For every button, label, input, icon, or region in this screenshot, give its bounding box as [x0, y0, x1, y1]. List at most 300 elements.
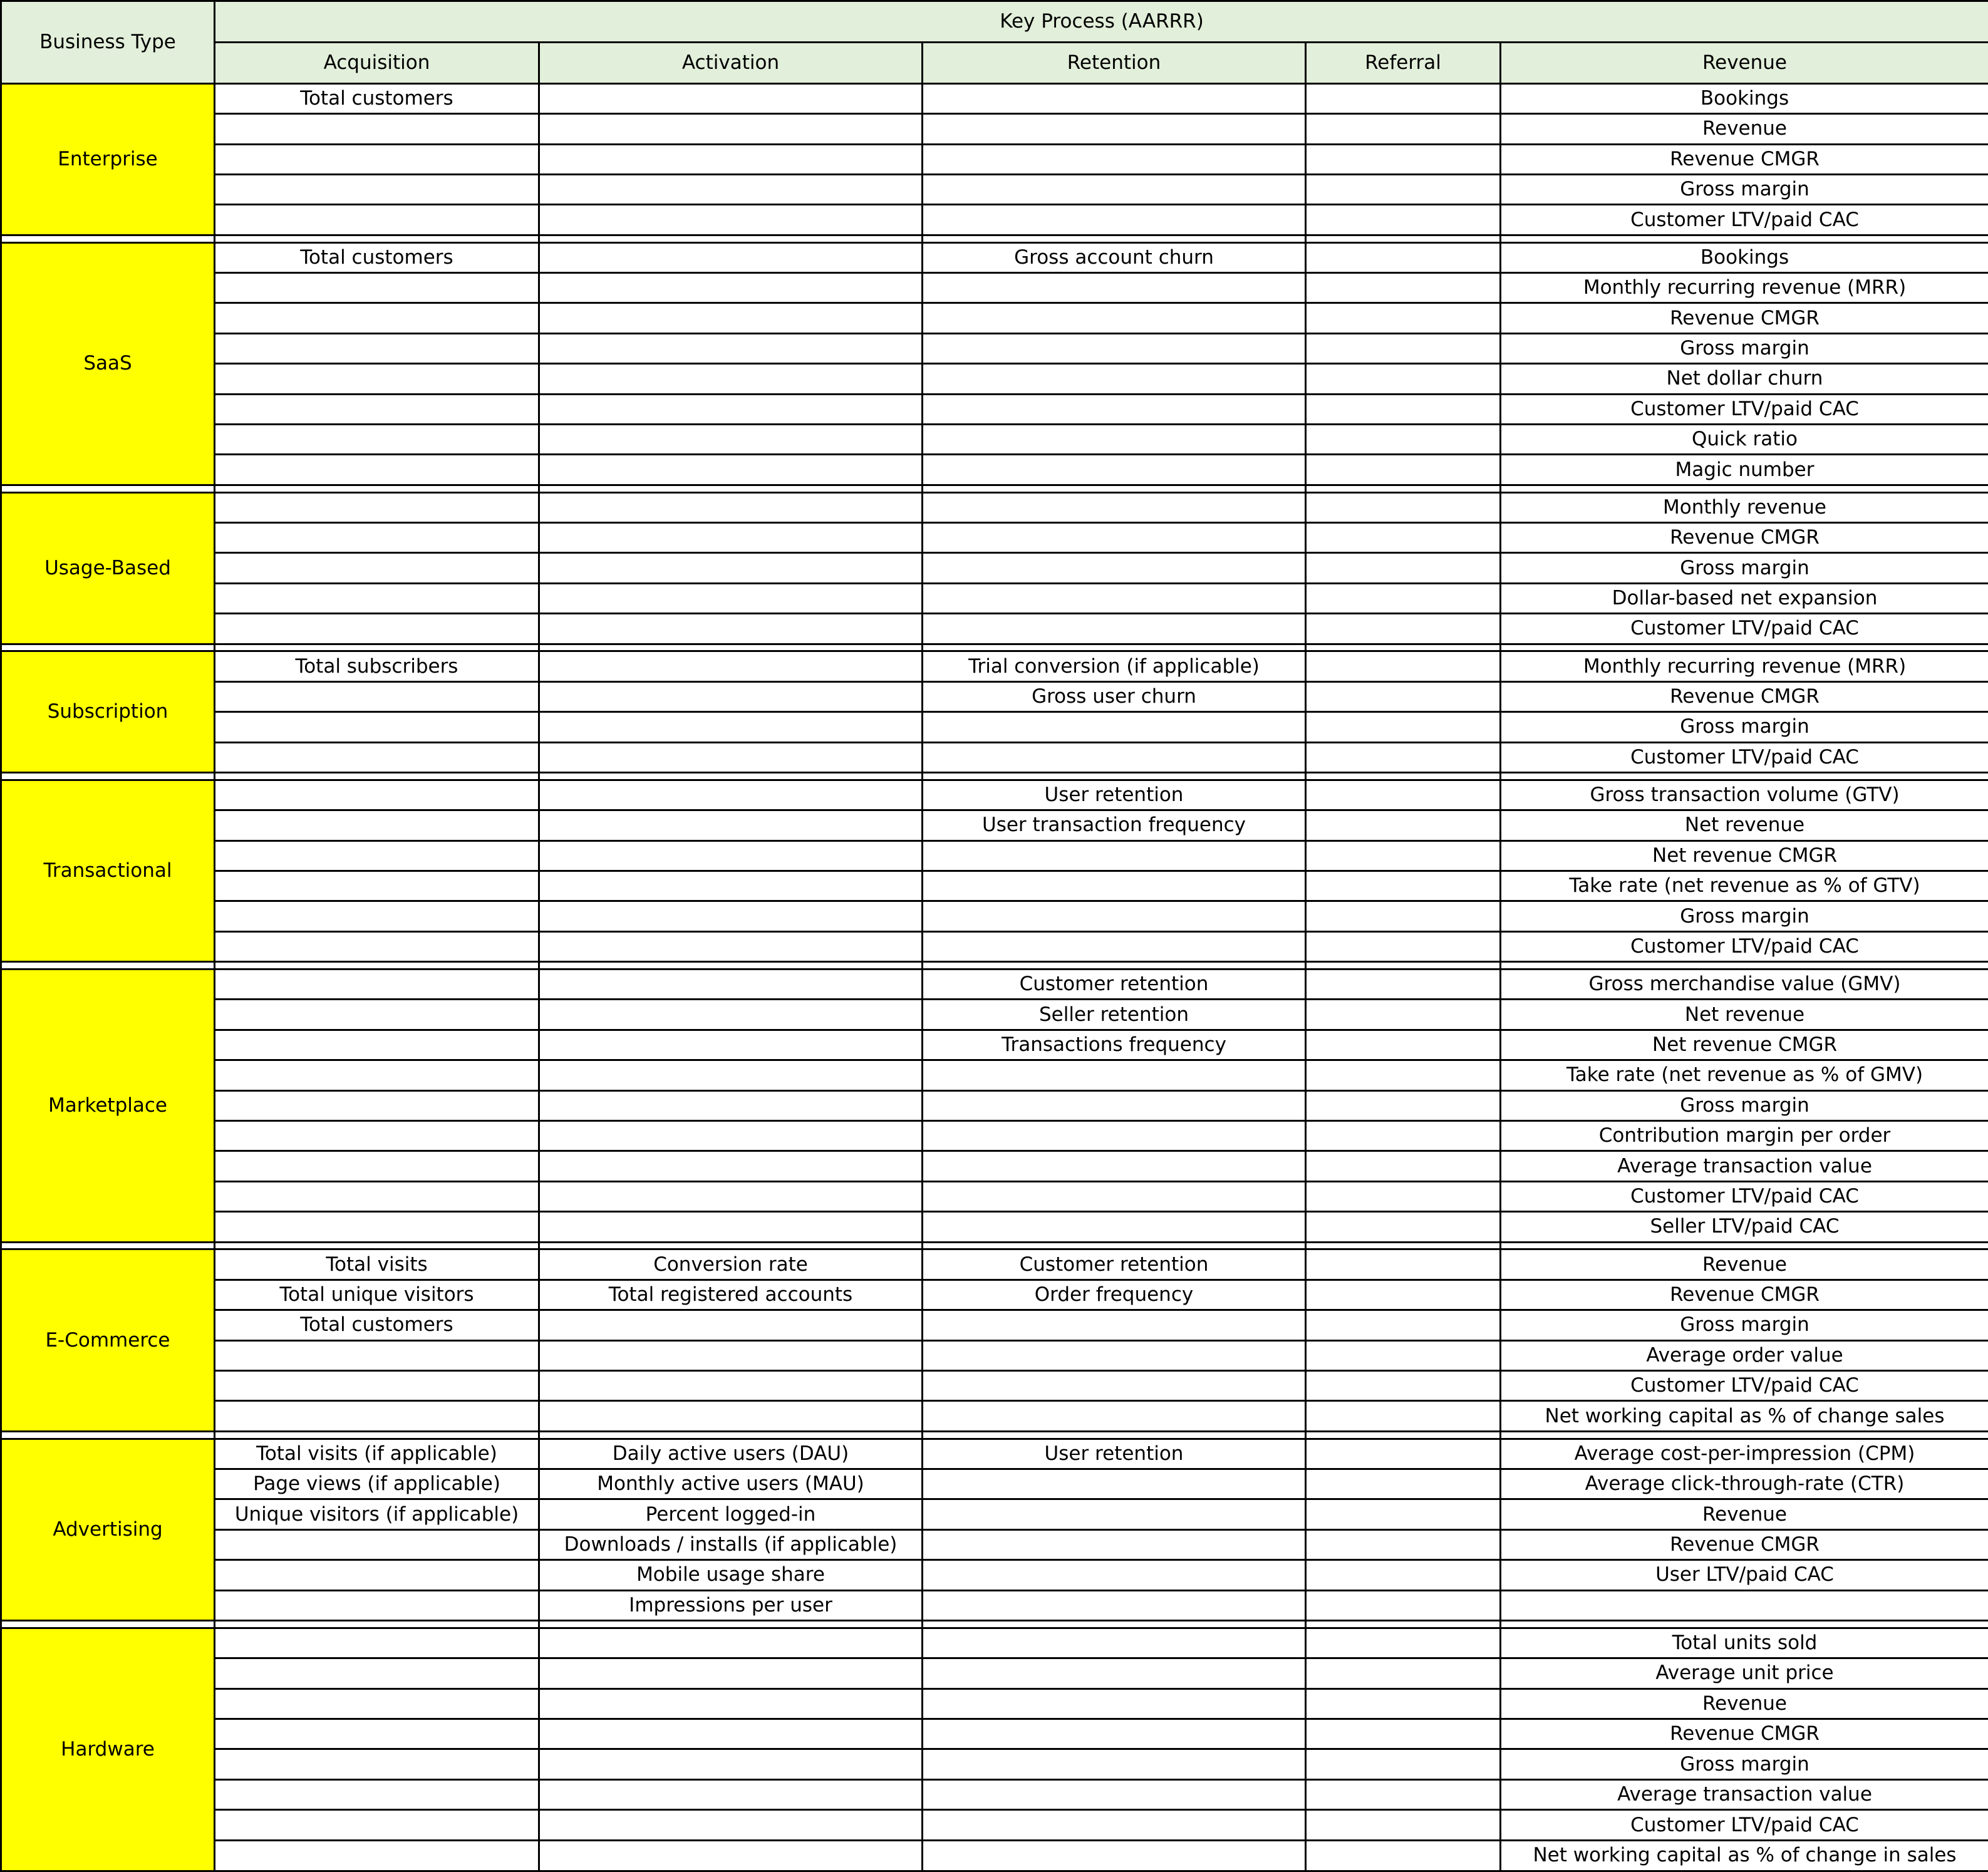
- metric-cell-referral: [1306, 1280, 1501, 1310]
- table-row: [1, 1688, 1988, 1719]
- metric-cell-revenue: Revenue CMGR: [1501, 1719, 1988, 1749]
- metric-cell-retention: [923, 712, 1306, 742]
- separator-cell: [215, 1621, 539, 1628]
- separator-cell: [1306, 1431, 1501, 1439]
- metric-cell-referral: [1306, 1840, 1501, 1871]
- business-type-cell: SaaS: [1, 242, 215, 485]
- metric-cell-revenue: Average order value: [1501, 1340, 1988, 1370]
- metric-cell-revenue: Dollar-based net expansion: [1501, 583, 1988, 613]
- metric-cell-referral: [1306, 1401, 1501, 1431]
- table-row: [1, 1628, 1988, 1658]
- metric-cell-activation: [539, 1181, 923, 1211]
- separator-cell: [1306, 962, 1501, 970]
- group-separator: [1, 1431, 1988, 1439]
- table-row: [1, 1469, 1988, 1499]
- table-row: [1, 174, 1988, 204]
- metric-cell-activation: [539, 1371, 923, 1401]
- metric-cell-referral: [1306, 242, 1501, 272]
- metric-cell-retention: Seller retention: [923, 1000, 1306, 1030]
- metric-cell-activation: [539, 651, 923, 681]
- metric-cell-acquisition: [215, 1000, 539, 1030]
- metric-cell-retention: [923, 871, 1306, 901]
- metric-cell-referral: [1306, 522, 1501, 552]
- metric-cell-acquisition: [215, 522, 539, 552]
- metric-cell-retention: [923, 522, 1306, 552]
- separator-cell: [1501, 644, 1988, 651]
- separator-cell: [923, 644, 1306, 651]
- metric-cell-revenue: Customer LTV/paid CAC: [1501, 742, 1988, 772]
- table-row: [1, 780, 1988, 810]
- metric-cell-activation: [539, 455, 923, 485]
- separator-cell: [923, 235, 1306, 242]
- metric-cell-retention: [923, 1181, 1306, 1211]
- metric-cell-acquisition: [215, 1340, 539, 1370]
- metric-cell-revenue: Net revenue CMGR: [1501, 1030, 1988, 1060]
- metric-cell-activation: [539, 1030, 923, 1060]
- metric-cell-revenue: Net revenue: [1501, 810, 1988, 840]
- metric-cell-retention: Gross user churn: [923, 681, 1306, 711]
- metric-cell-referral: [1306, 712, 1501, 742]
- metric-cell-activation: Daily active users (DAU): [539, 1439, 923, 1469]
- business-type-cell: Usage-Based: [1, 492, 215, 644]
- metric-cell-activation: [539, 1121, 923, 1151]
- metric-cell-activation: [539, 1212, 923, 1242]
- table-row: [1, 1060, 1988, 1090]
- group-separator: [1, 1621, 1988, 1628]
- metric-cell-retention: Gross account churn: [923, 242, 1306, 272]
- table-row: [1, 1371, 1988, 1401]
- metric-cell-referral: [1306, 205, 1501, 235]
- table-row: [1, 1719, 1988, 1749]
- metric-cell-referral: [1306, 1628, 1501, 1658]
- metric-cell-activation: [539, 901, 923, 931]
- metric-cell-retention: [923, 1469, 1306, 1499]
- separator-cell: [539, 1431, 923, 1439]
- metric-cell-retention: [923, 1560, 1306, 1590]
- separator-cell: [1306, 1242, 1501, 1249]
- table-row: [1, 1121, 1988, 1151]
- metric-cell-referral: [1306, 1060, 1501, 1090]
- metric-cell-referral: [1306, 1499, 1501, 1529]
- table-row: [1, 425, 1988, 455]
- table-row: [1, 1779, 1988, 1809]
- metric-cell-referral: [1306, 1371, 1501, 1401]
- metric-cell-acquisition: [215, 205, 539, 235]
- separator-cell: [539, 644, 923, 651]
- business-type-cell: Subscription: [1, 651, 215, 773]
- metric-cell-referral: [1306, 1560, 1501, 1590]
- separator-cell: [539, 1242, 923, 1249]
- metric-cell-activation: [539, 1340, 923, 1370]
- metric-cell-acquisition: [215, 840, 539, 871]
- metric-cell-acquisition: [215, 455, 539, 485]
- metric-cell-activation: [539, 931, 923, 961]
- metric-cell-revenue: Revenue CMGR: [1501, 1280, 1988, 1310]
- metric-cell-revenue: Revenue CMGR: [1501, 681, 1988, 711]
- metric-cell-revenue: Gross margin: [1501, 1310, 1988, 1340]
- metric-cell-acquisition: [215, 1590, 539, 1620]
- metric-cell-retention: [923, 83, 1306, 113]
- metric-cell-revenue: Revenue CMGR: [1501, 522, 1988, 552]
- separator-cell: [215, 962, 539, 970]
- stage-header-acquisition: Acquisition: [215, 42, 539, 83]
- metric-cell-revenue: Average click-through-rate (CTR): [1501, 1469, 1988, 1499]
- metric-cell-revenue: Gross transaction volume (GTV): [1501, 780, 1988, 810]
- metric-cell-retention: [923, 333, 1306, 363]
- metric-cell-activation: [539, 1060, 923, 1090]
- metric-cell-referral: [1306, 614, 1501, 644]
- table-row: [1, 303, 1988, 333]
- metric-cell-retention: [923, 144, 1306, 174]
- metric-cell-retention: [923, 553, 1306, 583]
- metric-cell-revenue: Bookings: [1501, 83, 1988, 113]
- metric-cell-acquisition: [215, 931, 539, 961]
- separator-cell: [923, 1431, 1306, 1439]
- metric-cell-activation: [539, 522, 923, 552]
- metric-cell-acquisition: Total subscribers: [215, 651, 539, 681]
- separator-cell: [1, 1242, 215, 1249]
- key-process-header: Key Process (AARRR): [215, 1, 1988, 43]
- separator-cell: [1306, 485, 1501, 492]
- table-row: [1, 364, 1988, 394]
- metric-cell-retention: [923, 1090, 1306, 1120]
- metric-cell-revenue: Net revenue CMGR: [1501, 840, 1988, 871]
- metric-cell-revenue: Gross margin: [1501, 333, 1988, 363]
- metric-cell-activation: [539, 1719, 923, 1749]
- metric-cell-revenue: Gross margin: [1501, 1090, 1988, 1120]
- table-row: [1, 1280, 1988, 1310]
- metric-cell-revenue: Net dollar churn: [1501, 364, 1988, 394]
- table-row: [1, 83, 1988, 113]
- table-row: [1, 394, 1988, 424]
- metric-cell-activation: [539, 1628, 923, 1658]
- metric-cell-retention: [923, 1749, 1306, 1779]
- metric-cell-revenue: Net working capital as % of change sales: [1501, 1401, 1988, 1431]
- separator-cell: [215, 773, 539, 780]
- table-row: [1, 1529, 1988, 1559]
- metric-cell-retention: [923, 1719, 1306, 1749]
- separator-cell: [215, 1431, 539, 1439]
- metric-cell-acquisition: [215, 492, 539, 522]
- metric-cell-acquisition: [215, 114, 539, 144]
- metric-cell-revenue: User LTV/paid CAC: [1501, 1560, 1988, 1590]
- metric-cell-revenue: Average transaction value: [1501, 1151, 1988, 1181]
- table-row: [1, 840, 1988, 871]
- metric-cell-acquisition: Total customers: [215, 83, 539, 113]
- metric-cell-referral: [1306, 425, 1501, 455]
- metric-cell-referral: [1306, 1719, 1501, 1749]
- metric-cell-acquisition: [215, 1658, 539, 1688]
- metric-cell-acquisition: [215, 425, 539, 455]
- separator-cell: [215, 644, 539, 651]
- metric-cell-revenue: Bookings: [1501, 242, 1988, 272]
- table-row: [1, 333, 1988, 363]
- metric-cell-revenue: Customer LTV/paid CAC: [1501, 1181, 1988, 1211]
- metric-cell-revenue: Customer LTV/paid CAC: [1501, 1371, 1988, 1401]
- table-row: [1, 1000, 1988, 1030]
- metric-cell-revenue: Revenue: [1501, 114, 1988, 144]
- metric-cell-revenue: Monthly recurring revenue (MRR): [1501, 272, 1988, 303]
- table-row: [1, 1658, 1988, 1688]
- metric-cell-activation: [539, 394, 923, 424]
- metric-cell-referral: [1306, 144, 1501, 174]
- metric-cell-activation: [539, 1779, 923, 1809]
- table-row: [1, 1499, 1988, 1529]
- metric-cell-activation: [539, 174, 923, 204]
- separator-cell: [215, 485, 539, 492]
- table-row: [1, 681, 1988, 711]
- group-separator: [1, 644, 1988, 651]
- metric-cell-acquisition: [215, 1560, 539, 1590]
- metric-cell-referral: [1306, 553, 1501, 583]
- metric-cell-revenue: Average cost-per-impression (CPM): [1501, 1439, 1988, 1469]
- metric-cell-referral: [1306, 871, 1501, 901]
- metric-cell-referral: [1306, 1779, 1501, 1809]
- metric-cell-activation: [539, 553, 923, 583]
- metric-cell-revenue: Gross merchandise value (GMV): [1501, 969, 1988, 999]
- metric-cell-acquisition: [215, 1810, 539, 1840]
- group-separator: [1, 1242, 1988, 1249]
- metric-cell-revenue: Customer LTV/paid CAC: [1501, 1810, 1988, 1840]
- metric-cell-retention: [923, 583, 1306, 613]
- metric-cell-activation: [539, 425, 923, 455]
- metric-cell-activation: Total registered accounts: [539, 1280, 923, 1310]
- metric-cell-referral: [1306, 1469, 1501, 1499]
- metric-cell-revenue: Quick ratio: [1501, 425, 1988, 455]
- metric-cell-referral: [1306, 1749, 1501, 1779]
- metric-cell-revenue: Customer LTV/paid CAC: [1501, 205, 1988, 235]
- metric-cell-activation: [539, 614, 923, 644]
- business-type-cell: E-Commerce: [1, 1249, 215, 1432]
- metric-cell-acquisition: [215, 1840, 539, 1871]
- separator-cell: [923, 962, 1306, 970]
- business-type-header: Business Type: [1, 1, 215, 84]
- table-row: [1, 583, 1988, 613]
- metric-cell-revenue: Contribution margin per order: [1501, 1121, 1988, 1151]
- metric-cell-acquisition: [215, 583, 539, 613]
- table-row: [1, 1030, 1988, 1060]
- metric-cell-retention: [923, 364, 1306, 394]
- metric-cell-retention: [923, 1628, 1306, 1658]
- metric-cell-referral: [1306, 303, 1501, 333]
- metric-cell-referral: [1306, 1000, 1501, 1030]
- metric-cell-retention: [923, 840, 1306, 871]
- table-row: [1, 1249, 1988, 1280]
- metric-cell-referral: [1306, 1151, 1501, 1181]
- metric-cell-activation: [539, 583, 923, 613]
- metric-cell-activation: [539, 1688, 923, 1719]
- metric-cell-activation: [539, 742, 923, 772]
- separator-cell: [923, 485, 1306, 492]
- metric-cell-referral: [1306, 1658, 1501, 1688]
- metric-cell-acquisition: Total customers: [215, 1310, 539, 1340]
- metric-cell-acquisition: [215, 810, 539, 840]
- metric-cell-acquisition: [215, 1060, 539, 1090]
- table-row: [1, 901, 1988, 931]
- business-type-cell: Advertising: [1, 1439, 215, 1621]
- metric-cell-activation: [539, 712, 923, 742]
- stage-header-referral: Referral: [1306, 42, 1501, 83]
- metric-cell-referral: [1306, 394, 1501, 424]
- metric-cell-activation: [539, 1658, 923, 1688]
- table-row: [1, 614, 1988, 644]
- table-row: [1, 553, 1988, 583]
- metric-cell-retention: [923, 1212, 1306, 1242]
- metric-cell-retention: [923, 1151, 1306, 1181]
- metric-cell-acquisition: [215, 144, 539, 174]
- metric-cell-revenue: Gross margin: [1501, 1749, 1988, 1779]
- metric-cell-referral: [1306, 114, 1501, 144]
- metric-cell-acquisition: [215, 1181, 539, 1211]
- metric-cell-activation: [539, 364, 923, 394]
- metric-cell-referral: [1306, 1439, 1501, 1469]
- separator-cell: [1, 1431, 215, 1439]
- separator-cell: [539, 1621, 923, 1628]
- metric-cell-acquisition: [215, 871, 539, 901]
- metric-cell-revenue: Customer LTV/paid CAC: [1501, 931, 1988, 961]
- metric-cell-retention: [923, 272, 1306, 303]
- metric-cell-retention: [923, 303, 1306, 333]
- metric-cell-revenue: Total units sold: [1501, 1628, 1988, 1658]
- separator-cell: [1501, 962, 1988, 970]
- separator-cell: [539, 962, 923, 970]
- metric-cell-revenue: Revenue: [1501, 1499, 1988, 1529]
- metric-cell-referral: [1306, 742, 1501, 772]
- metric-cell-activation: [539, 840, 923, 871]
- metric-cell-retention: [923, 901, 1306, 931]
- metric-cell-acquisition: Total visits (if applicable): [215, 1439, 539, 1469]
- metric-cell-revenue: Revenue CMGR: [1501, 1529, 1988, 1559]
- separator-cell: [1501, 1621, 1988, 1628]
- metric-cell-acquisition: [215, 553, 539, 583]
- metric-cell-activation: Percent logged-in: [539, 1499, 923, 1529]
- metric-cell-retention: [923, 1810, 1306, 1840]
- table-row: [1, 969, 1988, 999]
- table-row: [1, 114, 1988, 144]
- metric-cell-acquisition: [215, 780, 539, 810]
- metric-cell-retention: User transaction frequency: [923, 810, 1306, 840]
- metric-cell-revenue: Net working capital as % of change in sales: [1501, 1840, 1988, 1871]
- metric-cell-retention: [923, 174, 1306, 204]
- table-row: [1, 242, 1988, 272]
- metric-cell-referral: [1306, 83, 1501, 113]
- metric-cell-revenue: Gross margin: [1501, 712, 1988, 742]
- metric-cell-retention: [923, 1590, 1306, 1620]
- stage-header-revenue: Revenue: [1501, 42, 1988, 83]
- metric-cell-activation: [539, 969, 923, 999]
- metric-cell-referral: [1306, 1688, 1501, 1719]
- metric-cell-activation: [539, 1000, 923, 1030]
- metric-cell-referral: [1306, 840, 1501, 871]
- metric-cell-referral: [1306, 1121, 1501, 1151]
- separator-cell: [923, 773, 1306, 780]
- metric-cell-retention: Customer retention: [923, 1249, 1306, 1280]
- metric-cell-revenue: Revenue CMGR: [1501, 144, 1988, 174]
- separator-cell: [215, 235, 539, 242]
- metric-cell-retention: [923, 1401, 1306, 1431]
- metric-cell-referral: [1306, 969, 1501, 999]
- metric-cell-acquisition: [215, 1719, 539, 1749]
- metric-cell-retention: [923, 455, 1306, 485]
- metric-cell-activation: [539, 780, 923, 810]
- metric-cell-referral: [1306, 1181, 1501, 1211]
- separator-cell: [1306, 644, 1501, 651]
- metric-cell-acquisition: Total unique visitors: [215, 1280, 539, 1310]
- metric-cell-revenue: Gross margin: [1501, 174, 1988, 204]
- metric-cell-activation: Monthly active users (MAU): [539, 1469, 923, 1499]
- business-type-cell: Enterprise: [1, 83, 215, 235]
- metric-cell-revenue: Revenue: [1501, 1688, 1988, 1719]
- table-row: [1, 1401, 1988, 1431]
- metric-cell-acquisition: [215, 901, 539, 931]
- separator-cell: [1, 485, 215, 492]
- header-row-stages: [1, 42, 1988, 83]
- metric-cell-referral: [1306, 272, 1501, 303]
- metric-cell-referral: [1306, 364, 1501, 394]
- separator-cell: [539, 485, 923, 492]
- metric-cell-activation: [539, 242, 923, 272]
- metric-cell-referral: [1306, 1249, 1501, 1280]
- metric-cell-activation: Mobile usage share: [539, 1560, 923, 1590]
- metric-cell-referral: [1306, 810, 1501, 840]
- metric-cell-activation: [539, 681, 923, 711]
- table-row: [1, 205, 1988, 235]
- separator-cell: [1306, 1621, 1501, 1628]
- table-row: [1, 1090, 1988, 1120]
- table-row: [1, 1151, 1988, 1181]
- metric-cell-revenue: Gross margin: [1501, 553, 1988, 583]
- table-row: [1, 1181, 1988, 1211]
- metric-cell-acquisition: Total visits: [215, 1249, 539, 1280]
- metric-cell-referral: [1306, 901, 1501, 931]
- metric-cell-activation: [539, 272, 923, 303]
- separator-cell: [1306, 235, 1501, 242]
- metric-cell-referral: [1306, 1212, 1501, 1242]
- header-row-top: [1, 1, 1988, 43]
- metric-cell-referral: [1306, 492, 1501, 522]
- metric-cell-activation: [539, 1840, 923, 1871]
- metric-cell-referral: [1306, 1529, 1501, 1559]
- metric-cell-activation: [539, 144, 923, 174]
- metric-cell-acquisition: [215, 272, 539, 303]
- business-type-cell: Transactional: [1, 780, 215, 962]
- metric-cell-activation: Downloads / installs (if applicable): [539, 1529, 923, 1559]
- metric-cell-referral: [1306, 780, 1501, 810]
- table-row: [1, 1590, 1988, 1620]
- metric-cell-acquisition: [215, 614, 539, 644]
- metric-cell-retention: [923, 931, 1306, 961]
- metric-cell-activation: [539, 303, 923, 333]
- metric-cell-acquisition: [215, 712, 539, 742]
- metric-cell-revenue: Average unit price: [1501, 1658, 1988, 1688]
- separator-cell: [215, 1242, 539, 1249]
- metric-cell-retention: [923, 1060, 1306, 1090]
- metric-cell-retention: [923, 1529, 1306, 1559]
- metric-cell-referral: [1306, 931, 1501, 961]
- separator-cell: [1306, 773, 1501, 780]
- group-separator: [1, 235, 1988, 242]
- table-row: [1, 712, 1988, 742]
- metric-cell-acquisition: [215, 1779, 539, 1809]
- separator-cell: [1501, 485, 1988, 492]
- metric-cell-acquisition: [215, 1371, 539, 1401]
- metric-cell-retention: [923, 1779, 1306, 1809]
- group-separator: [1, 485, 1988, 492]
- separator-cell: [1, 1621, 215, 1628]
- table-row: [1, 871, 1988, 901]
- metric-cell-referral: [1306, 681, 1501, 711]
- separator-cell: [1501, 773, 1988, 780]
